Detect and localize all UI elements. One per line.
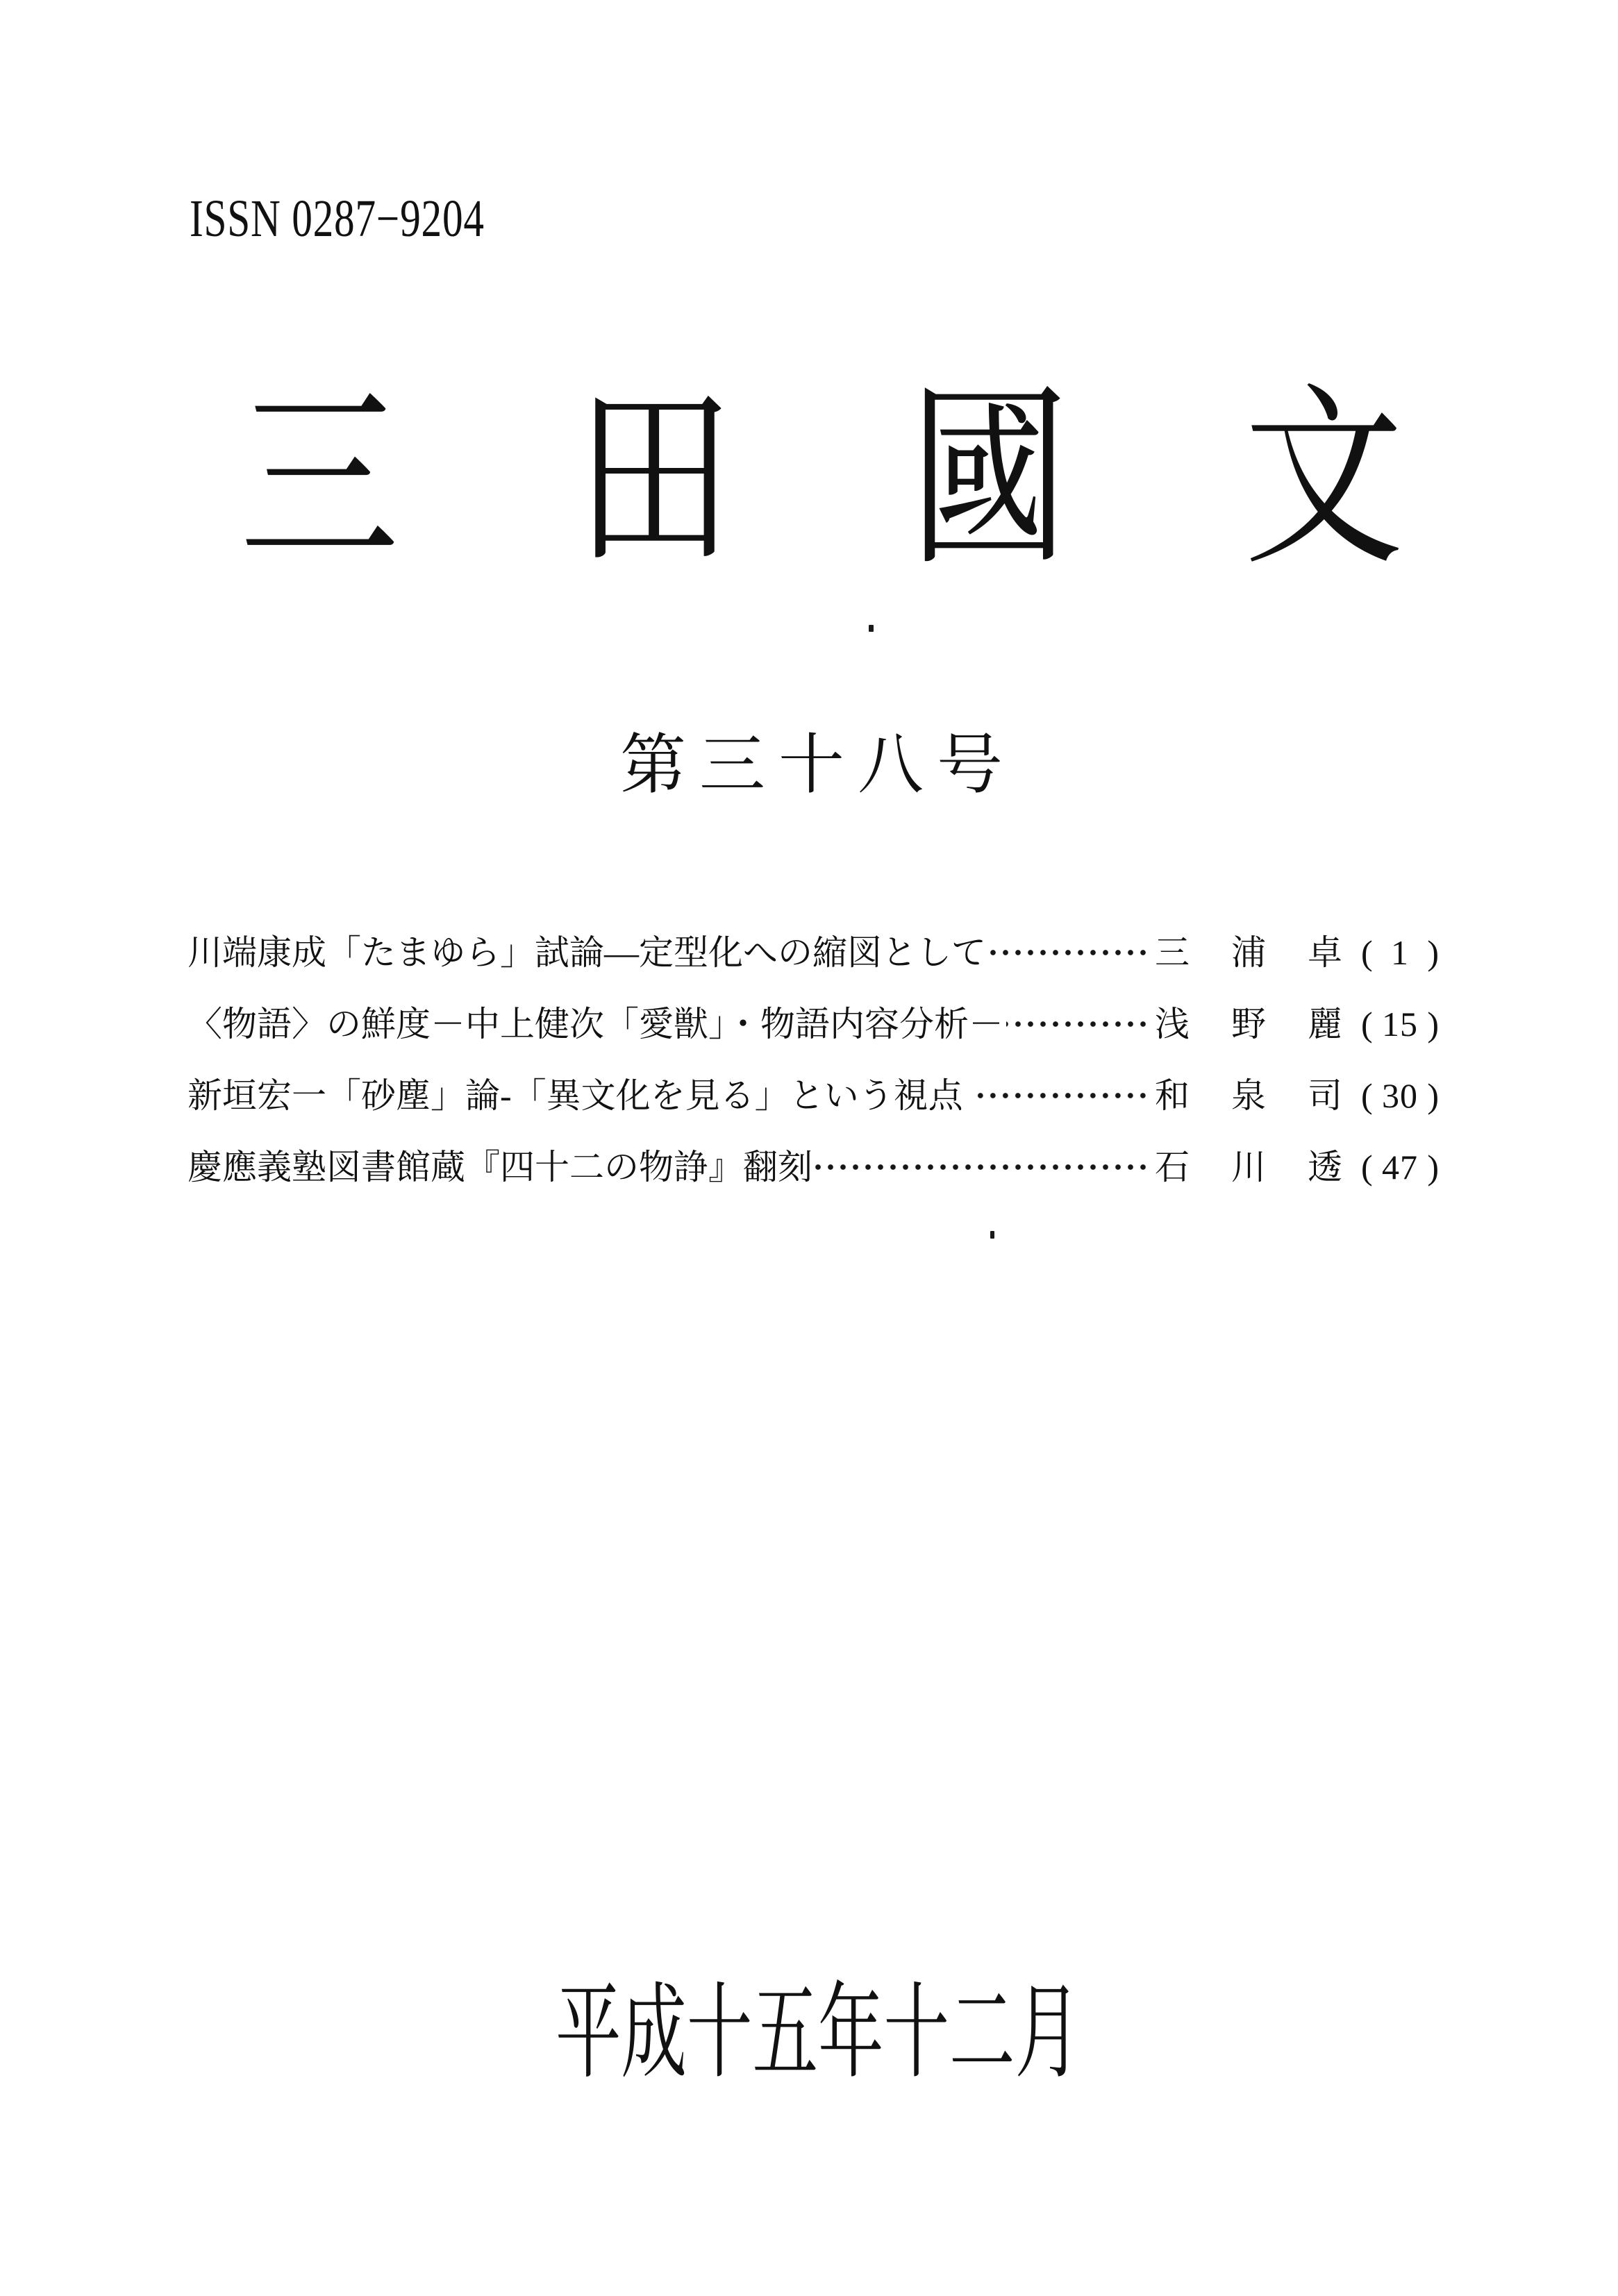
dot-leader xyxy=(989,935,1149,971)
toc-row xyxy=(187,935,1439,971)
title-char: 文 xyxy=(1244,372,1404,588)
scan-speck xyxy=(869,625,874,632)
issn-label: ISSN 0287−9204 xyxy=(190,190,485,248)
author-name-char: 和 xyxy=(1155,1076,1190,1115)
toc-entry-author xyxy=(1155,935,1342,971)
paren-close: ) xyxy=(1427,1148,1439,1187)
toc-page-number: 47 xyxy=(1382,1148,1418,1187)
dot-leader xyxy=(1006,1006,1149,1042)
author-name-char: 川 xyxy=(1231,1148,1266,1187)
toc-entry-title: 慶應義塾図書館蔵『四十二の物諍』翻刻 xyxy=(187,1148,812,1187)
toc-entry-page xyxy=(1361,1078,1439,1114)
paren-close: ) xyxy=(1427,933,1439,972)
author-name-char: 麗 xyxy=(1308,1005,1342,1044)
toc-entry-author xyxy=(1155,1149,1342,1185)
toc-row xyxy=(187,1149,1439,1185)
title-char: 十 xyxy=(778,728,844,802)
toc-entry-author xyxy=(1155,1006,1342,1042)
author-name-char: 司 xyxy=(1308,1076,1342,1115)
toc-entry-page xyxy=(1361,1006,1439,1042)
author-name-char: 石 xyxy=(1155,1148,1190,1187)
author-name-char: 卓 xyxy=(1308,933,1342,972)
toc-row xyxy=(187,1006,1439,1042)
paren-open: ( xyxy=(1361,1005,1373,1044)
toc-page-number: 30 xyxy=(1382,1076,1418,1115)
dot-leader xyxy=(974,1078,1149,1114)
toc-page-number: 15 xyxy=(1382,1005,1418,1044)
publication-date: 平成十五年十二月 xyxy=(556,1976,1081,2091)
paren-open: ( xyxy=(1361,1076,1373,1115)
toc-entry-page xyxy=(1361,1149,1439,1185)
paren-close: ) xyxy=(1427,1076,1439,1115)
toc-entry-title: 〈物語〉の鮮度－中上健次「愛獣」・物語内容分析－ xyxy=(187,1005,1003,1044)
toc-row xyxy=(187,1078,1439,1114)
author-name-char: 浦 xyxy=(1231,933,1266,972)
title-char: 三 xyxy=(240,372,399,588)
title-char: 國 xyxy=(909,372,1069,588)
author-name-char: 透 xyxy=(1308,1148,1342,1187)
title-char: 八 xyxy=(857,728,924,802)
paren-open: ( xyxy=(1361,1148,1373,1187)
title-char: 号 xyxy=(936,728,1003,802)
title-char: 田 xyxy=(574,372,734,588)
title-char: 三 xyxy=(699,728,765,802)
issue-number xyxy=(620,729,1003,802)
toc-entry-author xyxy=(1155,1078,1342,1114)
author-name-char: 野 xyxy=(1231,1005,1266,1044)
journal-title xyxy=(240,372,1404,588)
author-name-char: 三 xyxy=(1155,933,1190,972)
toc-list xyxy=(187,935,1439,1185)
author-name-char: 浅 xyxy=(1155,1005,1190,1044)
toc-entry-title: 川端康成「たまゆら」試論―定型化への縮図として xyxy=(187,933,986,972)
paren-open: ( xyxy=(1361,933,1373,972)
scan-speck xyxy=(990,1231,994,1239)
dot-leader xyxy=(815,1149,1149,1185)
toc-entry-title: 新垣宏一「砂塵」論-「異文化を見る」という視点 xyxy=(187,1076,972,1115)
toc-entry-page xyxy=(1361,935,1439,971)
paren-close: ) xyxy=(1427,1005,1439,1044)
author-name-char: 泉 xyxy=(1231,1076,1266,1115)
toc-page-number: 1 xyxy=(1391,933,1409,972)
title-char: 第 xyxy=(620,728,687,802)
